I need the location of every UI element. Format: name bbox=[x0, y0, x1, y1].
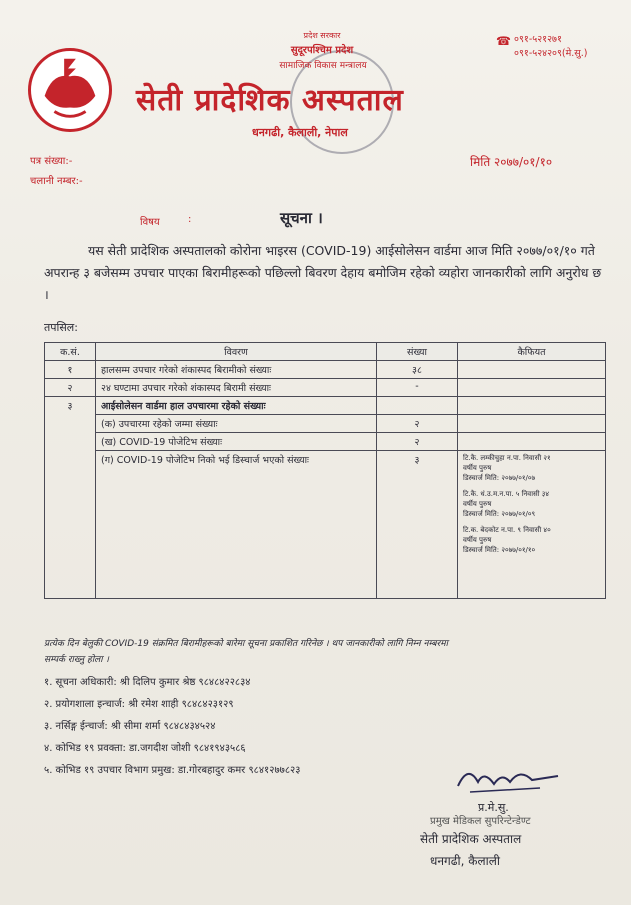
cell-sn: २ bbox=[45, 379, 96, 397]
subject-label: विषय bbox=[140, 217, 160, 228]
phone-2: ०९१-५२४२०९(मे.सु.) bbox=[514, 48, 588, 59]
cell-desc: २४ घण्टामा उपचार गरेको शंकास्पद बिरामी संख्याः bbox=[96, 379, 377, 397]
discharge-remark: टि.कै. लम्कीचुहा न.पा. निवासी २१ वर्षीय पुरुष डिस्चार्ज मिति: २०७७/०१/०७ bbox=[463, 454, 551, 482]
gov-line-2: सुदूरपश्चिम प्रदेश bbox=[290, 45, 354, 56]
emblem-icon bbox=[31, 51, 109, 129]
cell-remark bbox=[458, 361, 606, 379]
subject-title: सूचना । bbox=[280, 209, 323, 227]
signature-line-1: प्र.मे.सु. bbox=[478, 801, 509, 814]
list-item: ५. कोभिड १९ उपचार विभाग प्रमुख: डा.गोरबहादुर कमर ९८४१२७७८२३ bbox=[44, 765, 301, 776]
contact-list bbox=[44, 672, 300, 782]
signature-line-4: धनगढी, कैलाली bbox=[430, 854, 500, 868]
cell-desc: (क) उपचारमा रहेको जम्मा संख्याः bbox=[96, 415, 377, 433]
gov-line-1: प्रदेश सरकार bbox=[303, 31, 341, 40]
covid-status-table bbox=[44, 342, 606, 599]
hospital-address: धनगढी, कैलाली, नेपाल bbox=[252, 126, 348, 139]
cell-count: २ bbox=[377, 415, 458, 433]
cell-desc: (ख) COVID-19 पोजेटिभ संख्याः bbox=[96, 433, 377, 451]
signature-line-2: प्रमुख मेडिकल सुपरिन्टेन्डेण्ट bbox=[430, 816, 531, 827]
list-item: २. प्रयोगशाला इन्चार्ज: श्री रमेश शाही ९८४८४२३१२९ bbox=[44, 699, 234, 710]
cell-desc: आईसोलेसन वार्डमा हाल उपचारमा रहेको संख्याः bbox=[96, 397, 377, 415]
table-row bbox=[45, 451, 606, 599]
phone-icon: ☎ bbox=[496, 34, 511, 48]
table-header-row bbox=[45, 343, 606, 361]
col-header-sn: क.सं. bbox=[45, 343, 96, 361]
cell-remark bbox=[458, 397, 606, 415]
cell-sn: १ bbox=[45, 361, 96, 379]
note-line-2: सम्पर्क राख्नु होला । bbox=[44, 655, 109, 665]
cell-remark bbox=[458, 379, 606, 397]
date: मिति २०७७/०१/१० bbox=[470, 155, 553, 169]
cell-remark bbox=[458, 433, 606, 451]
table-row bbox=[45, 361, 606, 379]
list-item: १. सूचना अधिकारी: श्री दिलिप कुमार श्रेष्ठ ९८४८४२२८३४ bbox=[44, 677, 251, 688]
list-item: ३. नर्सिङ्ग ईन्चार्ज: श्री सीमा शर्मा ९८४८४३४५२४ bbox=[44, 721, 216, 732]
discharge-remark: टि.क. बेदकोट न.पा. ९ निवासी ४० वर्षीय पुरुष डिस्चार्ज मिति: २०७७/०१/१० bbox=[463, 526, 551, 554]
cell-sn: ३ bbox=[45, 397, 96, 599]
col-header-desc: विवरण bbox=[96, 343, 377, 361]
chalani-number: चलानी नम्बर:- bbox=[30, 176, 83, 187]
phone-1: ०९१-५२१२७१ bbox=[514, 34, 562, 45]
gov-line-3: सामाजिक विकास मन्त्रालय bbox=[279, 61, 367, 71]
signature-line-3: सेती प्रादेशिक अस्पताल bbox=[420, 832, 522, 846]
cell-count: ३ bbox=[377, 451, 458, 599]
body-paragraph: यस सेती प्रादेशिक अस्पतालको कोरोना भाइरस (COVID-19) आईसोलेसन वार्डमा आज मिति २०७७/०१/१० गते अपरान्ह ३ बजेसम्म उपचार पाएका बिरामीहरूको पछिल्लो बिवरण देहाय बमोजिम रहेको व्यहोरा जानकारीको लागि अनुरोध छ । bbox=[44, 243, 602, 302]
cell-desc: (ग) COVID-19 पोजेटिभ निको भई डिस्चार्ज भएको संख्याः bbox=[96, 451, 377, 599]
tapsil-label: तपसिल: bbox=[44, 321, 78, 334]
cell-count: ३८ bbox=[377, 361, 458, 379]
cell-remark-discharge bbox=[458, 451, 606, 599]
cell-count: - bbox=[377, 379, 458, 397]
nepal-emblem-logo bbox=[28, 48, 112, 132]
table-row bbox=[45, 397, 606, 415]
table-row bbox=[45, 415, 606, 433]
subject-colon: : bbox=[188, 214, 192, 225]
list-item: ४. कोभिड १९ प्रवक्ता: डा.जगदीश जोशी ९८४१९४३५८६ bbox=[44, 743, 246, 754]
patra-sankhya: पत्र संख्या:- bbox=[30, 156, 73, 167]
note-line-1: प्रत्येक दिन बेलुकी COVID-19 संक्रमित बिरामीहरूको बारेमा सूचना प्रकाशित गरिनेछ । थप जानकारीको लागि निम्न नम्बरमा bbox=[44, 639, 448, 649]
signature-scribble bbox=[450, 758, 570, 798]
table-row bbox=[45, 433, 606, 451]
col-header-remark: कैफियत bbox=[458, 343, 606, 361]
cell-remark bbox=[458, 415, 606, 433]
col-header-count: संख्या bbox=[377, 343, 458, 361]
cell-desc: हालसम्म उपचार गरेको शंकास्पद बिरामीको संख्याः bbox=[96, 361, 377, 379]
hospital-name: सेती प्रादेशिक अस्पताल bbox=[136, 83, 404, 118]
discharge-remark: टि.कै. धं.उ.म.न.पा. ५ निवासी ३४ वर्षीय पुरुष डिस्चार्ज मिति: २०७७/०१/०९ bbox=[463, 490, 550, 518]
table-row bbox=[45, 379, 606, 397]
cell-count: २ bbox=[377, 433, 458, 451]
cell-count bbox=[377, 397, 458, 415]
